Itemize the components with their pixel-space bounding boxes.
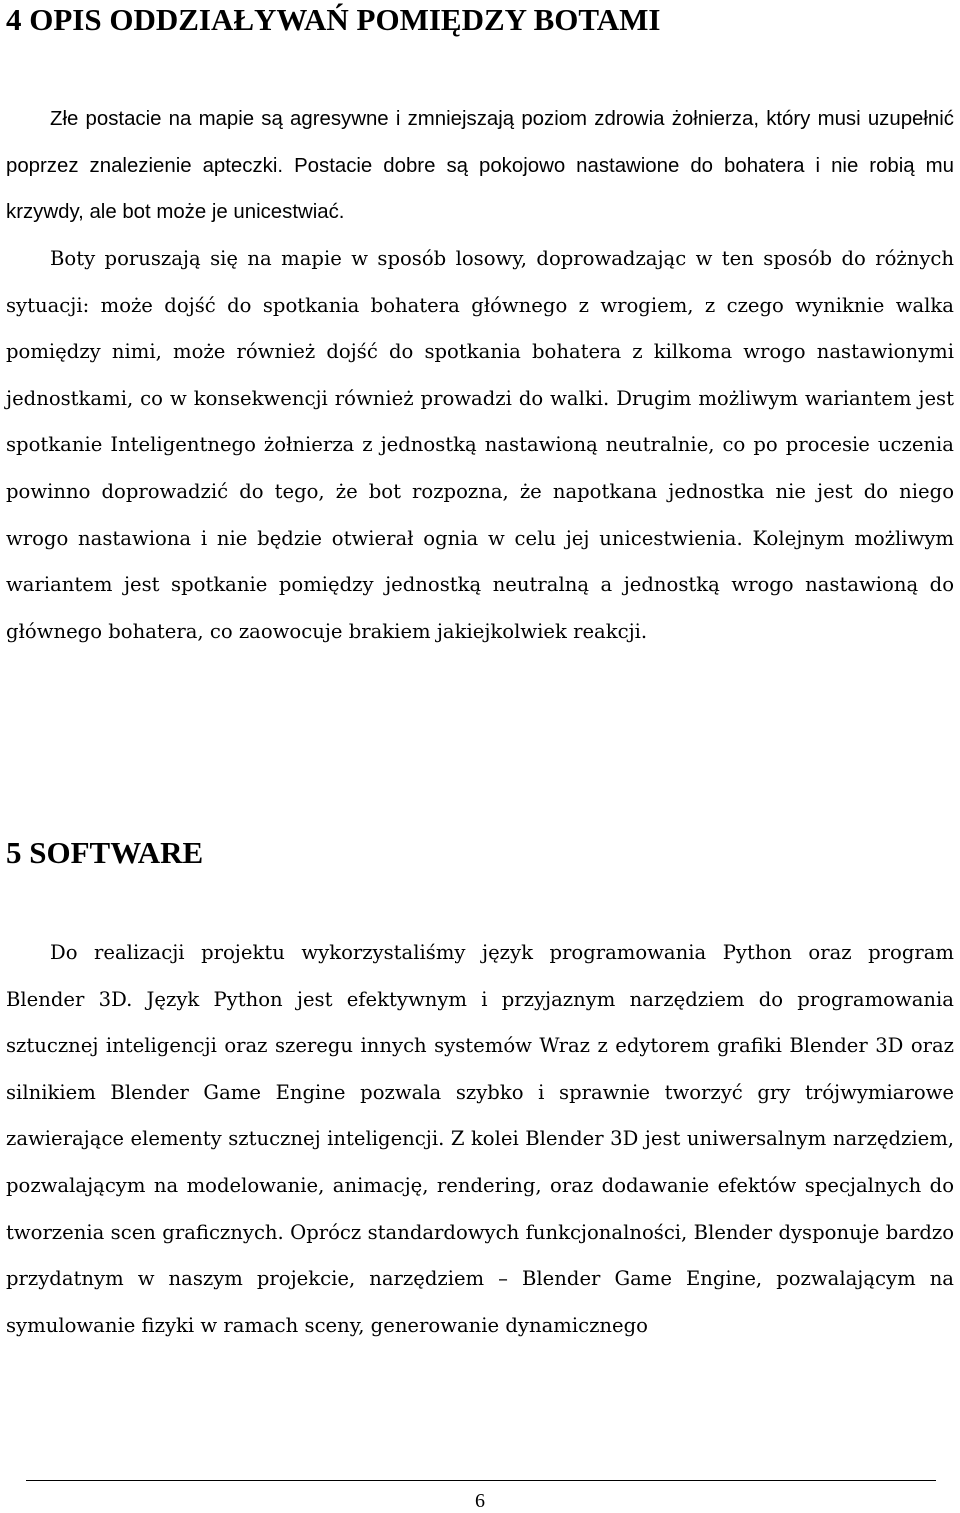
section-4-heading: 4 OPIS ODDZIAŁYWAŃ POMIĘDZY BOTAMI [6,2,661,37]
section-4-paragraph-2: Boty poruszają się na mapie w sposób losowy, doprowadzając w ten sposób do różnych sytuacji: może dojść do spotkania bohatera głównego z wrogiem, z czego wyniknie walka pomiędzy nimi, może również dojść do spotkania bohatera z kilkoma wrogo nastawionymi jednostkami, co w konsekwencji również prowadzi do walki. Drugim możliwym wariantem jest spotkanie Inteligentnego żołnierza z jednostką nastawioną neutralnie, co po procesie uczenia powinno doprowadzić do tego, że bot rozpozna, że napotkana jednostka nie jest do niego wrogo nastawiona i nie będzie otwierał ognia w celu jej unicestwienia. Kolejnym możliwym wariantem jest spotkanie pomiędzy jednostką neutralną a jednostką wrogo nastawioną do głównego bohatera, co zaowocuje brakiem jakiejkolwiek reakcji. [6,247,954,643]
section-5-paragraph-1: Do realizacji projektu wykorzystaliśmy język programowania Python oraz program Blender 3D. Język Python jest efektywnym i przyjaznym narzędziem do programowania sztucznej inteligencji oraz szeregu innych systemów Wraz z edytorem grafiki Blender 3D oraz silnikiem Blender Game Engine pozwala szybko i sprawnie tworzyć gry trójwymiarowe zawierające elementy sztucznej inteligencji. Z kolei Blender 3D jest uniwersalnym narzędziem, pozwalającym na modelowanie, animację, rendering, oraz dodawanie efektów specjalnych do tworzenia scen graficznych. Oprócz standardowych funkcjonalności, Blender dysponuje bardzo przydatnym w naszym projekcie, narzędziem – Blender Game Engine, pozwalającym na symulowanie fizyki w ramach sceny, generowanie dynamicznego [6,941,954,1337]
page-number: 6 [475,1490,485,1512]
footer-divider [26,1480,936,1481]
section-5-heading: 5 SOFTWARE [6,835,204,870]
section-4-paragraph-1: Złe postacie na mapie są agresywne i zmniejszają poziom zdrowia żołnierza, który musi uzupełnić poprzez znalezienie apteczki. Postacie dobre są pokojowo nastawione do bohatera i nie robią mu krzywdy, ale bot może je unicestwiać. [6,108,954,224]
